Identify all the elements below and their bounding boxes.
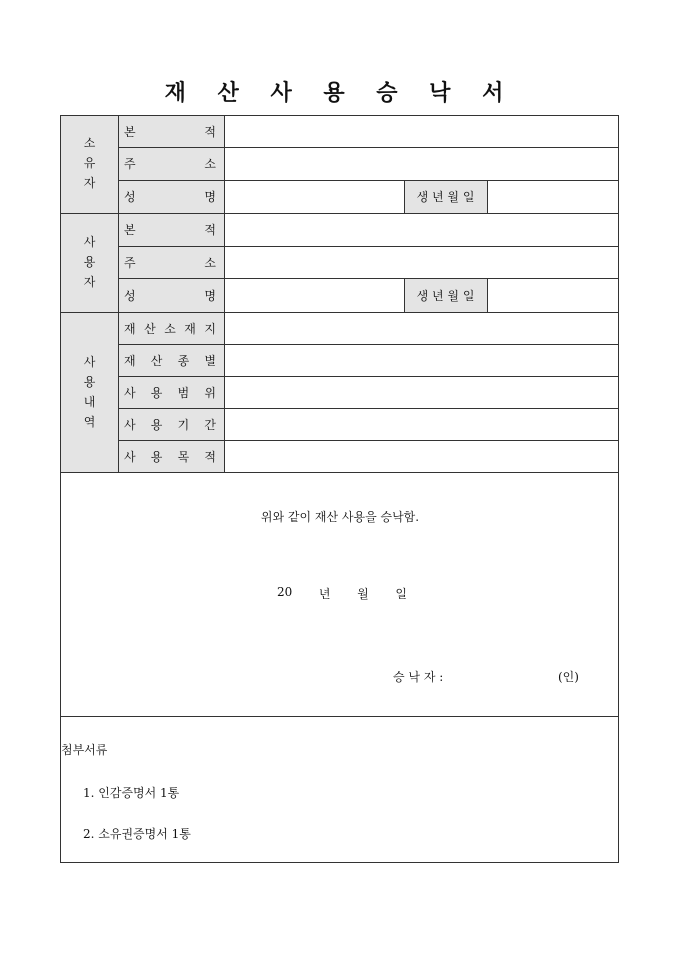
date-year-label: 년 (318, 587, 331, 601)
user-group-label: 사 용 자 (83, 235, 96, 289)
usage-purpose-label: 사 용 목 적 (124, 449, 216, 464)
consent-form-table (60, 115, 619, 863)
owner-name-field[interactable] (224, 180, 404, 213)
user-birthdate-label: 생 년 월 일 (416, 288, 475, 303)
date-month-label: 월 (357, 587, 369, 601)
owner-address-label: 주 소 (124, 157, 216, 171)
date-year-prefix: 20 (277, 585, 293, 599)
user-domicile-field[interactable] (224, 213, 619, 246)
owner-domicile-label: 본 적 (124, 125, 216, 139)
user-address-label: 주 소 (124, 255, 216, 270)
usage-scope-field[interactable] (224, 376, 619, 408)
usage-property-type-field[interactable] (224, 344, 619, 376)
usage-scope-label: 사 용 범 위 (124, 385, 216, 400)
document-title: 재 산 사 용 승 낙 서 (164, 80, 516, 106)
usage-location-label: 재 산 소 재 지 (124, 321, 216, 336)
owner-name-label: 성 명 (124, 190, 216, 204)
owner-birthdate-label: 생 년 월 일 (416, 190, 475, 204)
usage-property-type-label: 재 산 종 별 (124, 353, 216, 368)
usage-location-field[interactable] (224, 312, 619, 344)
user-address-field[interactable] (224, 246, 619, 278)
owner-birthdate-field[interactable] (487, 180, 619, 213)
date-day-label: 일 (395, 587, 407, 601)
attachments-heading: 첨부서류 (61, 743, 108, 757)
user-name-label: 성 명 (124, 288, 216, 303)
date-line (277, 585, 407, 602)
owner-address-field[interactable] (224, 147, 619, 180)
usage-period-field[interactable] (224, 408, 619, 440)
user-birthdate-field[interactable] (487, 278, 619, 312)
approver-label: 승 낙 자 : (393, 670, 444, 684)
usage-purpose-field[interactable] (224, 440, 619, 472)
owner-group-label: 소 유 자 (83, 136, 96, 190)
owner-domicile-field[interactable] (224, 116, 619, 147)
user-name-field[interactable] (224, 278, 404, 312)
attachment-item: 2. 소유권증명서 1통 (83, 827, 191, 841)
seal-label: (인) (558, 670, 579, 684)
usage-period-label: 사 용 기 간 (124, 417, 216, 432)
user-domicile-label: 본 적 (124, 223, 216, 237)
attachment-item: 1. 인감증명서 1통 (83, 786, 180, 800)
consent-statement: 위와 같이 재산 사용을 승낙함. (260, 510, 420, 524)
usage-group-label: 사 용 내 역 (83, 355, 96, 429)
